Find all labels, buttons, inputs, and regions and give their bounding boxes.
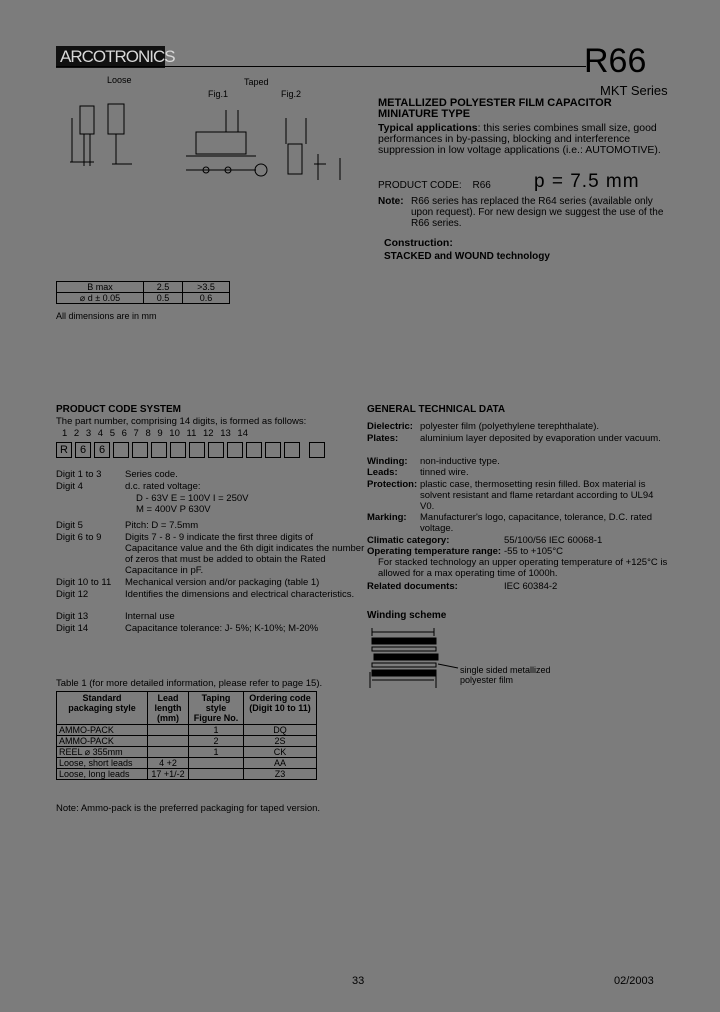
dimension-note: All dimensions are in mm (56, 311, 157, 321)
construction-text: STACKED and WOUND technology (384, 251, 550, 262)
winding-label: single sided metallized polyester film (460, 665, 551, 685)
product-code-heading: PRODUCT CODE SYSTEM (56, 404, 182, 415)
title-line-2: MINIATURE TYPE (378, 108, 471, 120)
tech-data-key: Marking: (367, 512, 407, 523)
winding-heading-text: Winding scheme (367, 610, 447, 621)
taped-label: Taped (244, 77, 269, 87)
digit-key: Digit 4 (56, 481, 83, 492)
series-name: MKT Series (600, 83, 668, 98)
table-cell: 4 +2 (148, 758, 189, 769)
tech-data-key: Winding: (367, 456, 408, 467)
digit-key: Digit 10 to 11 (56, 577, 112, 588)
packaging-table (56, 691, 317, 780)
table-header-row (57, 692, 317, 725)
table-cell: 1 (189, 725, 244, 736)
digit-key: Digit 5 (56, 520, 83, 531)
table-cell (148, 736, 189, 747)
digit-key: Digit 14 (56, 623, 89, 634)
table-cell: Loose, long leads (57, 769, 148, 780)
loose-label: Loose (107, 75, 132, 85)
general-data-heading: GENERAL TECHNICAL DATA (367, 404, 506, 415)
product-code-label: PRODUCT CODE: (378, 180, 462, 191)
typical-applications (378, 123, 668, 156)
table-cell (148, 725, 189, 736)
typical-label: Typical applications (378, 122, 478, 134)
product-code-value: R66 (472, 180, 491, 191)
code-digit-box (170, 442, 186, 458)
page-number: 33 (352, 975, 365, 987)
brand-logo: ARCOTRONICS (56, 46, 165, 68)
product-code-intro: The part number, comprising 14 digits, is formed as follows: (56, 416, 307, 427)
code-digit-box (189, 442, 205, 458)
digit-key: Digit 6 to 9 (56, 532, 102, 543)
construction-label: Construction: (384, 237, 453, 249)
table-cell: Z3 (244, 769, 317, 780)
table-row (57, 725, 317, 736)
digit-value: Identifies the dimensions and electrical characteristics. (125, 589, 355, 600)
code-digit-box (265, 442, 281, 458)
table-cell (189, 769, 244, 780)
table-cell: B max (57, 282, 144, 293)
table-cell: AMMO-PACK (57, 736, 148, 747)
table-row (57, 769, 317, 780)
table-cell: Loose, short leads (57, 758, 148, 769)
code-digit-box (113, 442, 129, 458)
tech-data-value: non-inductive type. (420, 456, 500, 467)
table-cell: AA (244, 758, 317, 769)
column-header: Standard packaging style (57, 692, 148, 725)
tech-data-key: Dielectric: (367, 421, 413, 432)
column-header: Ordering code (Digit 10 to 11) (244, 692, 317, 725)
dimension-table (56, 281, 230, 304)
tech-data-value: polyester film (polyethylene terephthalate). (420, 421, 600, 432)
code-digit-box: 6 (94, 442, 110, 458)
tech-data-value: tinned wire. (420, 467, 469, 478)
code-digit-box: R (56, 442, 72, 458)
table-cell: >3.5 (183, 282, 230, 293)
tech-data-key: Protection: (367, 479, 418, 490)
tech-data-value: -55 to +105°C (504, 546, 563, 557)
table-cell: 0.6 (183, 293, 230, 304)
table-cell: 2.5 (144, 282, 183, 293)
table-cell: 17 +1/-2 (148, 769, 189, 780)
table-cell: DQ (244, 725, 317, 736)
table-cell: 0.5 (144, 293, 183, 304)
code-digit-box (284, 442, 300, 458)
code-digit-box (227, 442, 243, 458)
code-digit-box (151, 442, 167, 458)
table-row (57, 736, 317, 747)
pitch-value: p = 7.5 mm (534, 171, 640, 192)
table-cell: 2 (189, 736, 244, 747)
column-header: Lead length (mm) (148, 692, 189, 725)
model-number: R66 (584, 42, 647, 80)
digit-value: Series code. (125, 469, 178, 480)
digit-numbers: 1 2 3 4 5 6 7 8 9 10 11 12 13 14 (62, 428, 248, 439)
digit-value: Internal use (125, 611, 175, 622)
stacked-note: For stacked technology an upper operating temperature of +125°C is allowed for a max operating time of 1000h. (378, 557, 668, 579)
packaging-note: Note: Ammo-pack is the preferred packaging for taped version. (56, 803, 321, 814)
table-cell: 2S (244, 736, 317, 747)
tech-data-value: aluminium layer deposited by evaporation under vacuum. (420, 433, 661, 444)
column-header: Taping style Figure No. (189, 692, 244, 725)
table-cell (189, 758, 244, 769)
fig1-label: Fig.1 (208, 89, 229, 99)
tech-data-key: Plates: (367, 433, 399, 444)
code-digit-box (208, 442, 224, 458)
digit-key: Digit 12 (56, 589, 89, 600)
issue-date: 02/2003 (614, 975, 654, 987)
table-row (57, 282, 230, 293)
digit-value: d.c. rated voltage: (125, 481, 201, 492)
tech-data-key: Operating temperature range: (367, 546, 502, 557)
packaging-caption: Table 1 (for more detailed information, please refer to page 15). (56, 678, 323, 689)
winding-scheme-diagram (366, 624, 466, 694)
code-digit-box (309, 442, 325, 458)
digit-value: Pitch: D = 7.5mm (125, 520, 199, 531)
table-cell: ⌀ d ± 0.05 (57, 293, 144, 304)
product-code-line (378, 180, 491, 191)
table-cell: 1 (189, 747, 244, 758)
tech-data-key: Climatic category: (367, 535, 450, 546)
header-rule (56, 66, 586, 67)
digit-value: Capacitance tolerance: J- 5%; K-10%; M-20% (125, 623, 319, 634)
digit-key: Digit 13 (56, 611, 89, 622)
fig2-label: Fig.2 (281, 89, 302, 99)
product-title (378, 98, 612, 120)
typical-text: : this series combines small size, good performances in by-passing, blocking and interference suppression in low voltage applications (i.e.: AUTOMOTIVE). (378, 122, 661, 156)
note-text: R66 series has replaced the R64 series (available only upon request). For new design we suggest the use of the R66 series. (411, 196, 664, 229)
table-row (57, 293, 230, 304)
code-digit-box: 6 (75, 442, 91, 458)
digit-value: M = 400V P 630V (136, 504, 211, 515)
code-boxes (56, 442, 328, 458)
related-value: IEC 60384-2 (504, 581, 558, 592)
tech-data-value: 55/100/56 IEC 60068-1 (504, 535, 603, 546)
digit-value: D - 63V E = 100V I = 250V (136, 493, 249, 504)
table-cell: CK (244, 747, 317, 758)
digit-key: Digit 1 to 3 (56, 469, 102, 480)
note-label: Note: (378, 196, 404, 207)
related-documents (367, 581, 558, 592)
code-digit-box (246, 442, 262, 458)
table-cell (148, 747, 189, 758)
table-row (57, 758, 317, 769)
tech-data-value: plastic case, thermosetting resin filled. Box material is solvent resistant and flame retardant according to UL94 V0. (420, 479, 654, 512)
capacitor-drawings (56, 88, 356, 188)
table-cell: REEL ⌀ 355mm (57, 747, 148, 758)
winding-heading (367, 610, 446, 621)
code-digit-box (132, 442, 148, 458)
digit-value: Digits 7 - 8 - 9 indicate the first three digits of Capacitance value and the 6th digit indicates the number of zeros that must be added to obtain the Rated Capacitance in pF. (125, 532, 365, 576)
related-label: Related documents: (367, 581, 458, 592)
tech-data-key: Leads: (367, 467, 398, 478)
table-cell: AMMO-PACK (57, 725, 148, 736)
digit-value: Mechanical version and/or packaging (table 1) (125, 577, 320, 588)
tech-data-value: Manufacturer's logo, capacitance, tolerance, D.C. rated voltage. (420, 512, 653, 534)
table-row (57, 747, 317, 758)
title-line-1: METALLIZED POLYESTER FILM CAPACITOR (378, 97, 612, 109)
